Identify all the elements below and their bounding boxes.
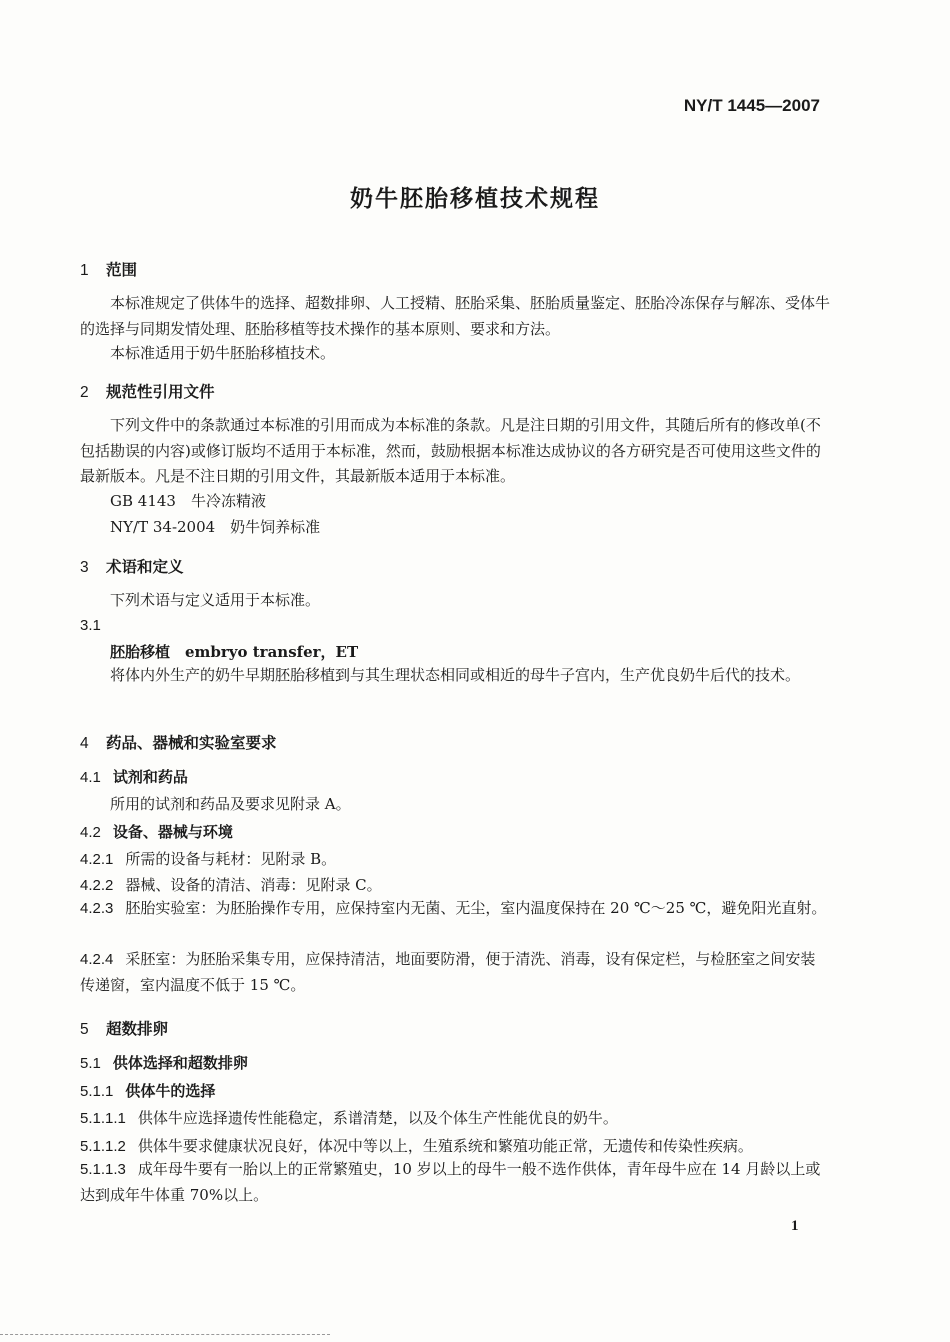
clause-text: 所需的设备与耗材：见附录 B。: [125, 850, 337, 868]
footer-rule: [0, 1334, 330, 1335]
section-number: 2: [80, 384, 89, 401]
section-title: 药品、器械和实验室要求: [106, 734, 277, 752]
clause-text: 成年母牛要有一胎以上的正常繁殖史，10 岁以上的母牛一般不选作供体，青年母牛应在 14 月龄以上或达到成年牛体重 70%以上。: [80, 1160, 821, 1204]
section-4-heading: [80, 731, 277, 753]
subsection-number: 4.2: [80, 824, 101, 841]
clause-4-2-3: [80, 896, 830, 922]
section-number: 5: [80, 1021, 89, 1038]
section-title: 术语和定义: [106, 558, 184, 576]
section-3-heading: [80, 555, 184, 577]
subsection-5-1-1-heading: [80, 1080, 215, 1101]
subsection-title: 试剂和药品: [112, 768, 188, 786]
clause-number: 5.1.1.1: [80, 1110, 126, 1127]
section-number: 4: [80, 735, 89, 752]
subsection-number: 5.1: [80, 1055, 101, 1072]
term-definition: 将体内外生产的奶牛早期胚胎移植到与其生理状态相同或相近的母牛子宫内，生产优良奶牛后代的技术。: [110, 666, 801, 684]
clause-text: 供体牛应选择遗传性能稳定，系谱清楚，以及个体生产性能优良的奶牛。: [137, 1109, 618, 1127]
term-name: 胚胎移植 embryo transfer，ET: [110, 643, 359, 661]
clause-number: 4.2.1: [80, 851, 114, 868]
section-5-heading: [80, 1017, 168, 1039]
subsection-4-1-heading: [80, 766, 188, 787]
term-number: 3.1: [80, 617, 101, 634]
clause-number: 5.1.1.2: [80, 1138, 126, 1155]
subsection-title: 供体选择和超数排卵: [112, 1054, 248, 1072]
clause-text: 器械、设备的清洁、消毒：见附录 C。: [125, 876, 382, 894]
section-title: 范围: [106, 261, 138, 279]
clause-5-1-1-2: [80, 1135, 753, 1156]
clause-text: 采胚室：为胚胎采集专用，应保持清洁，地面要防滑，便于清洗、消毒，设有保定栏，与检胚室之间安装传递窗，室内温度不低于 15 ℃。: [80, 950, 816, 994]
clause-number: 4.2.3: [80, 900, 114, 917]
section-number: 1: [80, 262, 89, 279]
clause-5-1-1-1: [80, 1107, 618, 1128]
section-2-heading: [80, 380, 215, 402]
section-title: 规范性引用文件: [106, 383, 215, 401]
reagents-text: 所用的试剂和药品及要求见附录 A。: [110, 795, 351, 813]
clause-number: 4.2.2: [80, 877, 114, 894]
terms-intro: 下列术语与定义适用于本标准。: [110, 591, 321, 609]
document-title: 奶牛胚胎移植技术规程: [350, 186, 600, 212]
subsection-number: 4.1: [80, 769, 101, 786]
clause-4-2-4: [80, 947, 830, 998]
clause-5-1-1-3: [80, 1157, 830, 1208]
section-title: 超数排卵: [106, 1020, 169, 1038]
clause-4-2-2: [80, 874, 382, 895]
subsection-title: 供体牛的选择: [125, 1082, 216, 1100]
clause-text: 胚胎实验室：为胚胎操作专用，应保持室内无菌、无尘，室内温度保持在 20 ℃～25 ℃，避免阳光直射。: [125, 899, 827, 917]
standard-code: NY/T 1445—2007: [683, 96, 820, 115]
subsection-4-2-heading: [80, 821, 233, 842]
section-1-heading: [80, 258, 137, 280]
subsection-number: 5.1.1: [80, 1083, 114, 1100]
subsection-title: 设备、器械与环境: [112, 823, 233, 841]
clause-text: 供体牛要求健康状况良好，体况中等以上，生殖系统和繁殖功能正常，无遗传和传染性疾病。: [137, 1137, 753, 1155]
scope-paragraph: 本标准规定了供体牛的选择、超数排卵、人工授精、胚胎采集、胚胎质量鉴定、胚胎冷冻保存与解冻、受体牛的选择与同期发情处理、胚胎移植等技术操作的基本原则、要求和方法。: [80, 294, 831, 338]
clause-number: 5.1.1.3: [80, 1161, 126, 1178]
references-paragraph: 下列文件中的条款通过本标准的引用而成为本标准的条款。凡是注日期的引用文件，其随后所有的修改单(不包括勘误的内容)或修订版均不适用于本标准，然而，鼓励根据本标准达成协议的各方研究是否可使用这些文件的最新版本。凡是不注日期的引用文件，其最新版本适用于本标准。: [80, 416, 821, 485]
clause-4-2-1: [80, 848, 336, 869]
reference-item: NY/T 34-2004 奶牛饲养标准: [110, 518, 321, 536]
clause-number: 4.2.4: [80, 951, 114, 968]
section-number: 3: [80, 559, 89, 576]
reference-item: GB 4143 牛冷冻精液: [110, 492, 266, 510]
subsection-5-1-heading: [80, 1052, 248, 1073]
page-number: 1: [791, 1218, 799, 1234]
scope-applicability: 本标准适用于奶牛胚胎移植技术。: [110, 344, 336, 362]
